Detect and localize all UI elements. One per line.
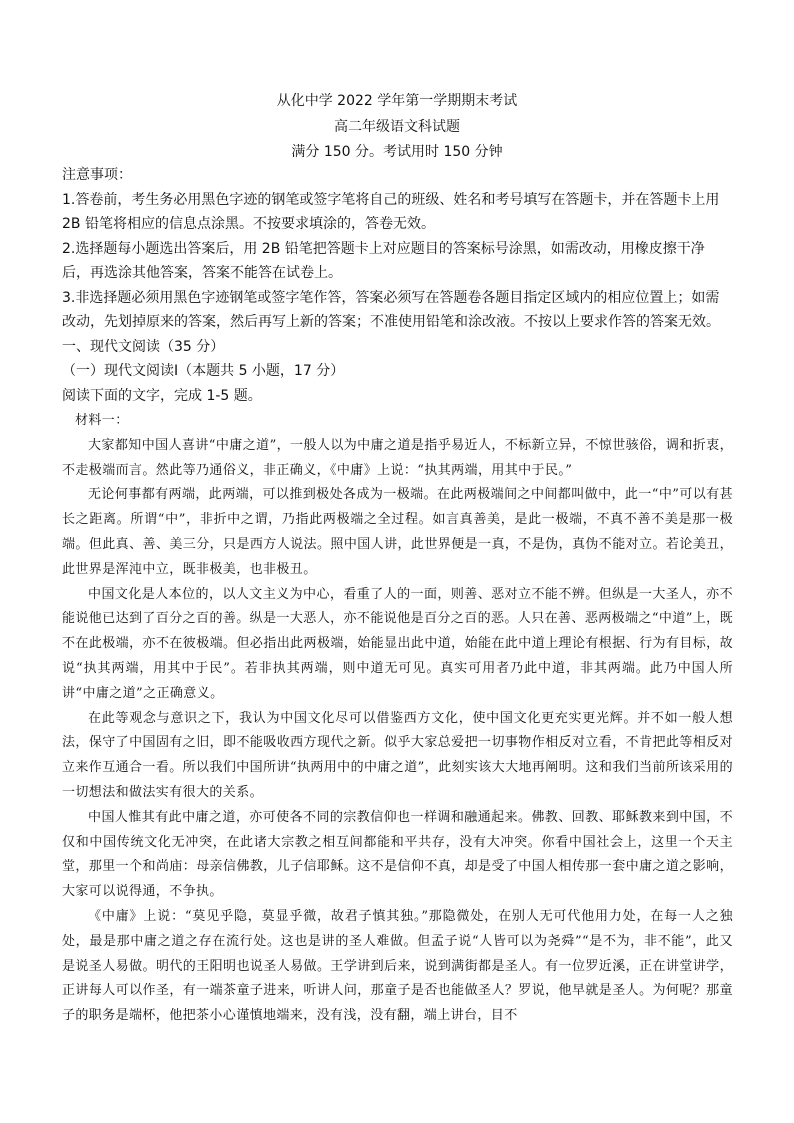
- notes-section: [62, 163, 732, 408]
- reading-material: [62, 409, 733, 1029]
- exam-subtitle: 高二年级语文科试题: [334, 119, 460, 135]
- score-info: 满分 150 分。考试用时 150 分钟: [291, 144, 503, 160]
- notes-item-3: 3.非选择题必须用黑色字迹钢笔或签字笔作答，答案必须写在答题卷各题目指定区域内的相应位置上；如需改动，先划掉原来的答案，然后再写上新的答案；不准使用铅笔和涂改液。不按以上要求作答的答案无效。: [62, 289, 720, 330]
- subsection-heading: （一）现代文阅读Ⅰ（本题共 5 小题，17 分）: [62, 363, 345, 379]
- material-paragraph-4: 在此等观念与意识之下，我认为中国文化尽可以借鉴西方文化，使中国文化更充实更光辉。并不如一般人想法，保守了中国固有之旧，即不能吸收西方现代之新。似乎大家总爱把一切事物作相反对立看，不肯把此等相反对立来作互通合一看。所以我们中国所讲“执两用中的中庸之道”，此刻实该大大地再阐明。这和我们当前所该采用的一切想法和做法实有很大的关系。: [62, 710, 733, 800]
- section-heading: 一、现代文阅读（35 分）: [62, 338, 225, 355]
- material-paragraph-5: 中国人惟其有此中庸之道，亦可使各不同的宗教信仰也一样调和融通起来。佛教、回教、耶稣教来到中国，不仅和中国传统文化无冲突，在此诸大宗教之相互间都能和平共存，没有大冲突。你看中国社会上，这里一个天主堂，那里一个和尚庙：母亲信佛教，儿子信耶稣。这不是信仰不真，却是受了中国人相传那一套中庸之道之影响，大家可以说得通，不争执。: [62, 809, 733, 900]
- notes-item-1: 1.答卷前，考生务必用黑色字迹的钢笔或签字笔将自己的班级、姓名和考号填写在答题卡，并在答题卡上用 2B 铅笔将相应的信息点涂黑。不按要求填涂的，答卷无效。: [62, 191, 720, 232]
- reading-instruction: 阅读下面的文字，完成 1-5 题。: [62, 387, 262, 404]
- exam-title: 从化中学 2022 学年第一学期期末考试: [276, 93, 518, 109]
- material-paragraph-6: 《中庸》上说：“莫见乎隐，莫显乎微，故君子慎其独。”那隐微处，在别人无可代他用力处，在每一人之独处，最是那中庸之道之存在流行处。这也是讲的圣人难做。但孟子说“人皆可以为尧舜”“是不为，非不能”，此又是说圣人易做。明代的王阳明也说圣人易做。王学讲到后来，说到满街都是圣人。有一位罗近溪，正在讲堂讲学，正讲每人可以作圣，有一端茶童子进来，听讲人问，那童子是否也能做圣人？罗说，他早就是圣人。为何呢？那童子的职务是端杯，他把茶小心谨慎地端来，没有浅，没有翻，端上讲台，目不: [62, 908, 733, 1024]
- material-paragraph-3: 中国文化是人本位的，以人文主义为中心，看重了人的一面，则善、恶对立不能不辨。但纵是一大圣人，亦不能说他已达到了百分之百的善。纵是一大恶人，亦不能说他是百分之百的恶。人只在善、恶两极端之“中道”上，既不在此极端，亦不在彼极端。但必指出此两极端，始能显出此中道，始能在此中道上理论有根据、行为有目标，故说“执其两端，用其中于民”。若非执其两端，则中道无可见。真实可用者乃此中道，非其两端。此乃中国人所讲“中庸之道”之正确意义。: [62, 586, 733, 701]
- notes-heading: 注意事项：: [62, 167, 132, 183]
- material-label: 材料一：: [75, 413, 129, 428]
- material-paragraph-2: 无论何事都有两端，此两端，可以推到极处各成为一极端。在此两极端间之中间都叫做中，此一“中”可以有甚长之距离。所谓“中”，非折中之谓，乃指此两极端之全过程。如言真善美，是此一极端，不真不善不美是那一极端。但此真、善、美三分，只是西方人说法。照中国人讲，此世界便是一真，不是伪，真伪不能对立。若论美丑，此世界是浑沌中立，既非极美，也非极丑。: [62, 487, 733, 577]
- material-paragraph-1: 大家都知中国人喜讲“中庸之道”，一般人以为中庸之道是指乎易近人，不标新立异，不惊世骇俗，调和折衷，不走极端而言。然此等乃通俗义，非正确义，《中庸》上说：“执其两端，用其中于民。”: [62, 437, 733, 478]
- notes-item-2: 2.选择题每小题选出答案后，用 2B 铅笔把答题卡上对应题目的答案标号涂黑，如需改动，用橡皮擦干净后，再选涂其他答案，答案不能答在试卷上。: [62, 240, 705, 281]
